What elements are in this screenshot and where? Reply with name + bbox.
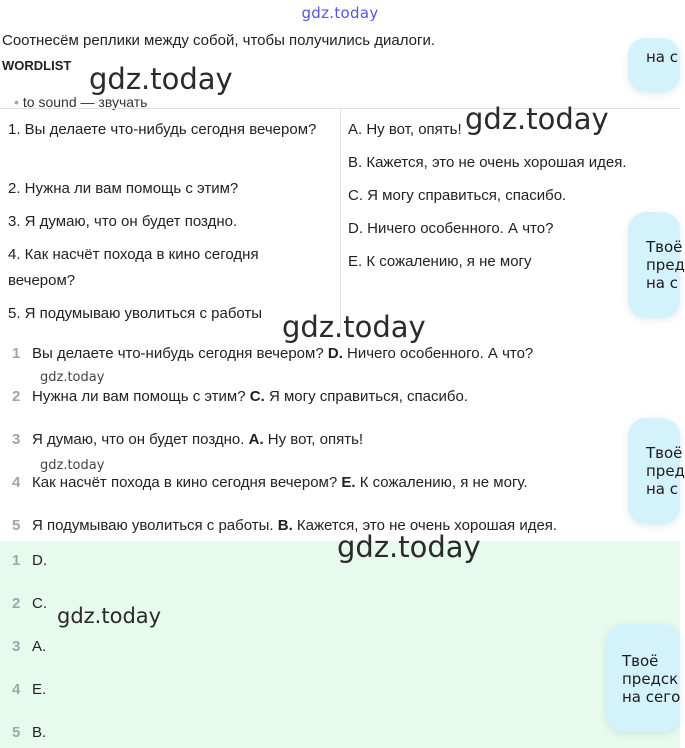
wordlist-title: WORDLIST xyxy=(2,58,72,73)
key-letter: D. xyxy=(32,552,47,569)
promo-text-line: предск xyxy=(622,670,679,688)
answer-number: 2 xyxy=(12,388,21,405)
wordlist-item-text: to sound — звучать xyxy=(22,94,148,110)
table-cell-question: 3. Я думаю, что он будет поздно. xyxy=(8,213,238,230)
promo-text-line: Твоё xyxy=(646,444,683,462)
promo-text-line: пред xyxy=(646,462,685,480)
wordlist-item xyxy=(14,94,147,108)
watermark: gdz.today xyxy=(89,62,233,96)
answer-row xyxy=(12,431,363,448)
watermark: gdz.today xyxy=(282,310,426,344)
promo-text-line: пред xyxy=(646,256,685,274)
promo-bubble[interactable] xyxy=(628,418,685,524)
bullet-icon: • xyxy=(14,94,19,110)
table-cell-reply: D. Ничего особенного. А что? xyxy=(348,220,554,237)
answer-reply: Кажется, это не очень хорошая идея. xyxy=(296,517,558,534)
key-letter: C. xyxy=(32,595,47,612)
answer-row xyxy=(12,345,533,362)
answer-reply: Я могу справиться, спасибо. xyxy=(268,388,468,405)
site-watermark-top: gdz.today xyxy=(301,4,379,22)
answer-question: Я думаю, что он будет поздно. xyxy=(32,431,245,448)
table-cell-reply: B. Кажется, это не очень хорошая идея. xyxy=(348,154,627,171)
promo-text-line: на сего xyxy=(622,688,681,706)
key-number: 4 xyxy=(12,681,21,698)
key-row xyxy=(12,552,47,569)
promo-text-line: на с xyxy=(646,274,679,292)
table-cell-reply: A. Ну вот, опять! xyxy=(348,121,462,138)
key-number: 5 xyxy=(12,724,21,741)
key-letter: A. xyxy=(32,638,47,655)
promo-text-line: на с xyxy=(646,480,679,498)
watermark: gdz.today xyxy=(337,530,481,564)
key-number: 3 xyxy=(12,638,21,655)
promo-text-line: на с xyxy=(646,48,679,66)
key-row xyxy=(12,681,46,698)
table-cell-question: 5. Я подумываю уволиться с работы xyxy=(8,305,263,322)
key-row xyxy=(12,638,46,655)
key-row xyxy=(12,724,46,741)
answer-row xyxy=(12,388,468,405)
answer-letter: C. xyxy=(249,388,265,405)
key-number: 1 xyxy=(12,552,21,569)
answer-row xyxy=(12,474,528,491)
key-number: 2 xyxy=(12,595,21,612)
key-letter: E. xyxy=(32,681,47,698)
answer-number: 1 xyxy=(12,345,21,362)
promo-bubble[interactable] xyxy=(628,38,680,92)
table-cell-reply: E. К сожалению, я не могу xyxy=(348,253,532,270)
key-row xyxy=(12,595,47,612)
watermark: gdz.today xyxy=(57,604,162,628)
answer-question: Я подумываю уволиться с работы. xyxy=(32,517,274,534)
answer-reply: К сожалению, я не могу. xyxy=(359,474,528,491)
answer-key-block xyxy=(0,541,680,748)
watermark: gdz.today xyxy=(40,458,105,473)
matching-table xyxy=(0,108,685,331)
table-cell-question: 1. Вы делаете что-нибудь сегодня вечером? xyxy=(8,121,317,138)
answer-number: 5 xyxy=(12,517,21,534)
table-cell-reply: C. Я могу справиться, спасибо. xyxy=(348,187,567,204)
answer-question: Как насчёт похода в кино сегодня вечером? xyxy=(32,474,338,491)
promo-text-line: Твоё xyxy=(646,238,683,256)
answer-letter: E. xyxy=(341,474,356,491)
answer-letter: D. xyxy=(327,345,343,362)
answer-reply: Ну вот, опять! xyxy=(267,431,364,448)
promo-bubble[interactable] xyxy=(606,624,680,732)
table-cell-question: 4. Как насчёт похода в кино сегодня вечером? xyxy=(8,246,259,289)
answer-number: 3 xyxy=(12,431,21,448)
answer-number: 4 xyxy=(12,474,21,491)
table-cell-question: 2. Нужна ли вам помощь с этим? xyxy=(8,180,239,197)
task-instruction: Соотнесём реплики между собой, чтобы получились диалоги. xyxy=(2,32,436,49)
watermark: gdz.today xyxy=(40,370,105,385)
promo-text-line: Твоё xyxy=(622,652,659,670)
answer-letter: A. xyxy=(248,431,264,448)
answer-letter: B. xyxy=(277,517,293,534)
answer-reply: Ничего особенного. А что? xyxy=(347,345,534,362)
watermark: gdz.today xyxy=(465,102,609,136)
table-column-questions xyxy=(0,109,341,331)
key-letter: B. xyxy=(32,724,47,741)
answer-question: Нужна ли вам помощь с этим? xyxy=(32,388,246,405)
promo-bubble[interactable] xyxy=(628,212,685,318)
answer-question: Вы делаете что-нибудь сегодня вечером? xyxy=(32,345,324,362)
